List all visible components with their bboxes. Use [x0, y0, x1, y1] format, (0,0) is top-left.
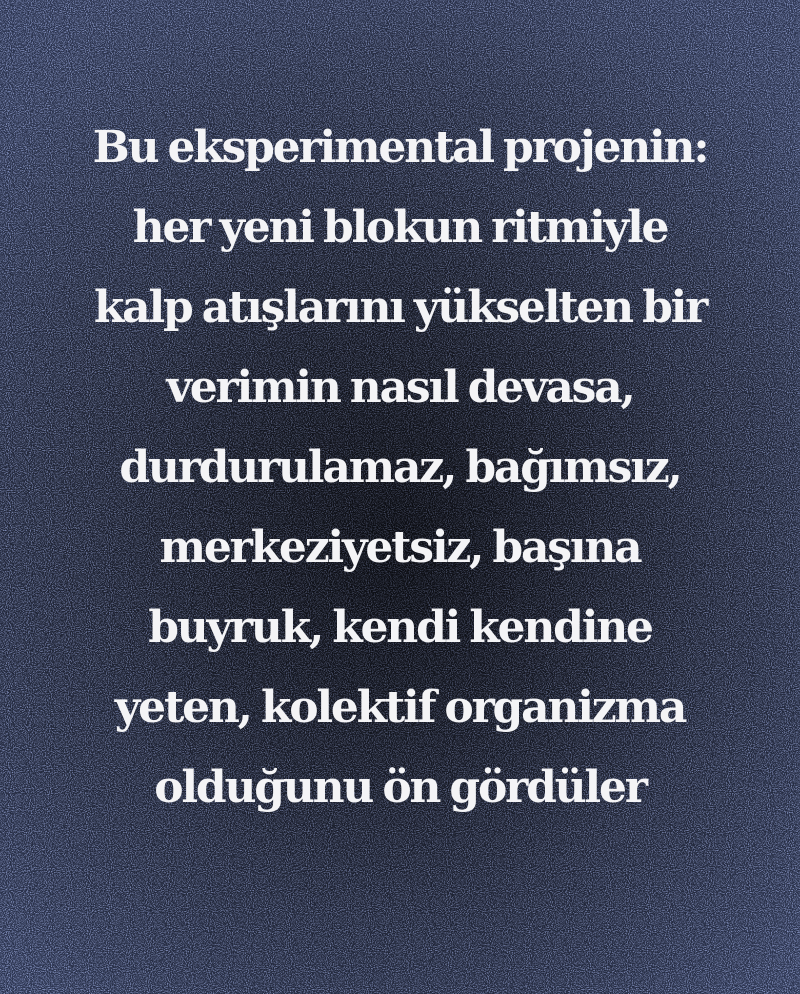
- quote-line-8: yeten, kolektif organizma: [114, 682, 686, 733]
- quote-line-9: olduğunu ön gördüler: [154, 762, 646, 813]
- quote-line-1: Bu eksperimental projenin:: [92, 122, 708, 173]
- quote-line-7: buyruk, kendi kendine: [148, 602, 652, 653]
- quote-line-3: kalp atışlarını yükselten bir: [93, 282, 707, 333]
- quote-line-5: durdurulamaz, bağımsız,: [119, 442, 681, 493]
- quote-line-2: her yeni blokun ritmiyle: [132, 202, 668, 253]
- quote-line-4: verimin nasıl devasa,: [166, 362, 634, 413]
- quote-line-6: merkeziyetsiz, başına: [159, 522, 641, 573]
- quote-text: [20, 108, 780, 828]
